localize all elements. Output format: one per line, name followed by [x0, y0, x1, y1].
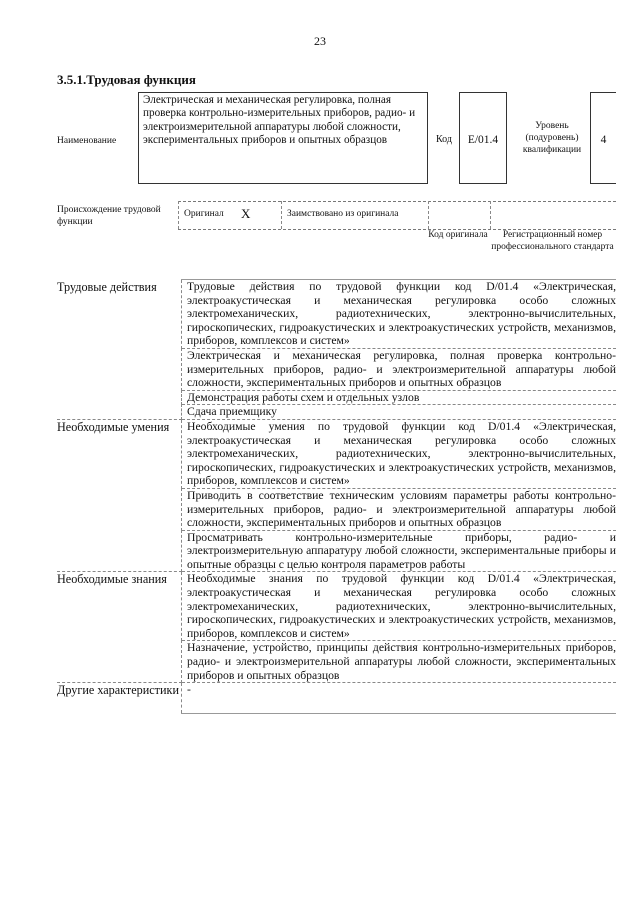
section-title: 3.5.1.Трудовая функция	[57, 72, 196, 87]
origin-divider-top	[178, 201, 616, 202]
origin-separator	[281, 201, 282, 229]
original-mark: X	[241, 206, 251, 221]
registration-number-caption: Регистрационный номер профессионального стандарта	[491, 230, 614, 252]
origin-label: Происхождение трудовой функции	[57, 205, 161, 227]
table-cell: Трудовые действия по трудовой функции код D/01.4 «Электрическая, электроакустическая и механическая регулировка особо сложных электромеханических, радиотехнических, электронно-вычислительных, гироскопических, гидроакустических и электроакустических устройств, механизмов, приборов, комплексов и систем»	[182, 280, 617, 349]
code-original-caption: Код оригинала	[428, 230, 488, 240]
code-box: E/01.4	[459, 92, 507, 184]
original-label: Оригинал	[184, 209, 224, 219]
table-row	[57, 572, 616, 641]
page-number: 23	[314, 34, 326, 48]
table-cell: Назначение, устройство, принципы действия контрольно-измерительных приборов, радио- и электроизмерительной аппаратуры любой сложности, экспериментальных приборов и опытных образцов	[182, 641, 617, 683]
function-details-table	[57, 279, 616, 714]
origin-separator	[428, 201, 429, 229]
borrowed-label: Заимствовано из оригинала	[287, 209, 399, 219]
row-header-other-characteristics: Другие характеристики	[57, 683, 182, 714]
table-cell: Необходимые знания по трудовой функции код D/01.4 «Электрическая, электроакустическая и механическая регулировка особо сложных электромеханических, радиотехнических, электронно-вычислительных, гироскопических, гидроакустических и электроакустических устройств, механизмов, приборов, комплексов и систем»	[182, 572, 617, 641]
table-row	[57, 419, 616, 488]
row-header-labor-actions: Трудовые действия	[57, 280, 182, 420]
origin-separator	[490, 201, 491, 229]
table-cell: Сдача приемщику	[182, 405, 617, 420]
table-cell: Просматривать контрольно-измерительные приборы, радио- и электроизмерительную аппаратуру любой сложности, экспериментальные приборы и опытные образцы с целью контроля параметров работы	[182, 530, 617, 572]
row-header-required-skills: Необходимые умения	[57, 419, 182, 572]
table-cell: Электрическая и механическая регулировка, полная проверка контрольно-измерительных приборов, радио- и электроизмерительной аппаратуры любой сложности, экспериментальных приборов и опытных образцов	[182, 348, 617, 390]
qualification-level-box: 4	[590, 92, 616, 184]
name-label: Наименование	[57, 136, 117, 146]
qualification-level-label: Уровень (подуровень) квалификации	[522, 121, 582, 155]
function-name-box: Электрическая и механическая регулировка, полная проверка контрольно-измерительных приборов, радио- и электроизмерительной аппаратуры любой сложности, экспериментальных приборов и опытных образцов	[138, 92, 428, 184]
table-row	[57, 280, 616, 349]
table-cell: Демонстрация работы схем и отдельных узлов	[182, 390, 617, 405]
code-label: Код	[436, 134, 452, 145]
table-cell: -	[182, 683, 617, 714]
row-header-required-knowledge: Необходимые знания	[57, 572, 182, 683]
table-row	[57, 683, 616, 714]
table-cell: Приводить в соответствие техническим условиям параметры работы контрольно-измерительных приборов, радио- и электроизмерительной аппаратуры любой сложности, экспериментальных приборов и опытных образцов	[182, 488, 617, 530]
table-cell: Необходимые умения по трудовой функции код D/01.4 «Электрическая, электроакустическая и механическая регулировка особо сложных электромеханических, радиотехнических, электронно-вычислительных, гироскопических, гидроакустических и электроакустических устройств, механизмов, приборов, комплексов и систем»	[182, 419, 617, 488]
origin-separator	[178, 201, 179, 229]
